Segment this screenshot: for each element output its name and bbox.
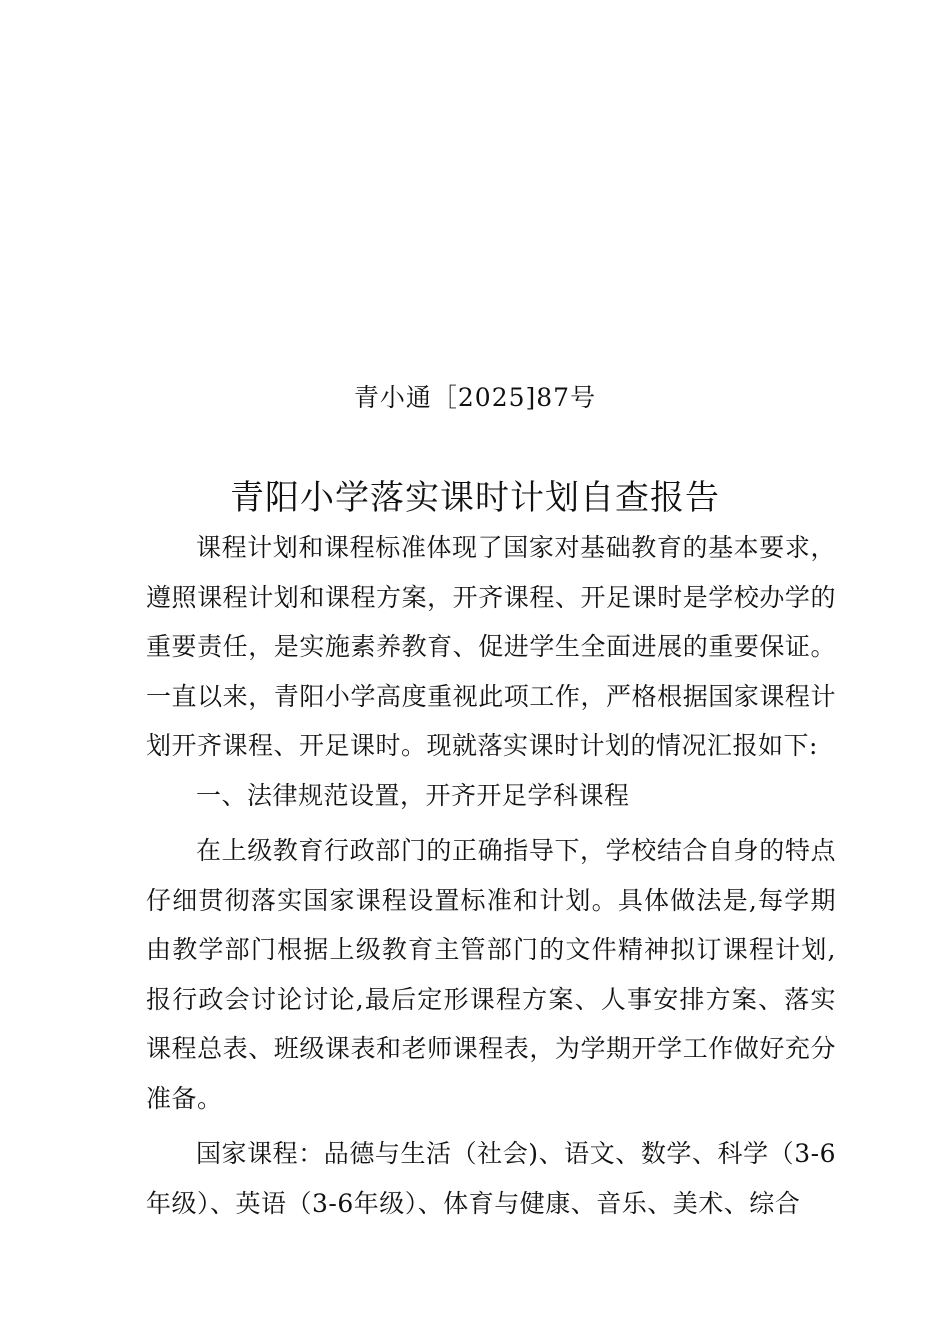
paragraph-national-courses: 国家课程：品德与生活（社会)、语文、数学、科学（3-6年级）、英语（3-6年级）、体育与健康、音乐、美术、综合 <box>146 1139 836 1218</box>
document-title: 青阳小学落实课时计划自查报告 <box>230 478 720 518</box>
paragraph-section-1: 在上级教育行政部门的正确指导下，学校结合自身的特点仔细贯彻落实国家课程设置标准和计划。具体做法是,每学期由教学部门根据上级教育主管部门的文件精神拟订课程计划,报行政会讨论讨论,最后定形课程方案、人事安排方案、落实课程总表、班级课表和老师课程表，为学期开学工作做好充分准备。 <box>146 836 836 1113</box>
section-heading-1: 一、法律规范设置，开齐开足学科课程 <box>196 780 630 810</box>
document-number: 青小通［2025]87号 <box>353 383 597 412</box>
paragraph-intro: 课程计划和课程标准体现了国家对基础教育的基本要求，遵照课程计划和课程方案，开齐课程、开足课时是学校办学的重要责任，是实施素养教育、促进学生全面进展的重要保证。一直以来，青阳小学高度重视此项工作，严格根据国家课程计划开齐课程、开足课时。现就落实课时计划的情况汇报如下: <box>146 533 836 760</box>
document-body <box>146 523 836 1228</box>
